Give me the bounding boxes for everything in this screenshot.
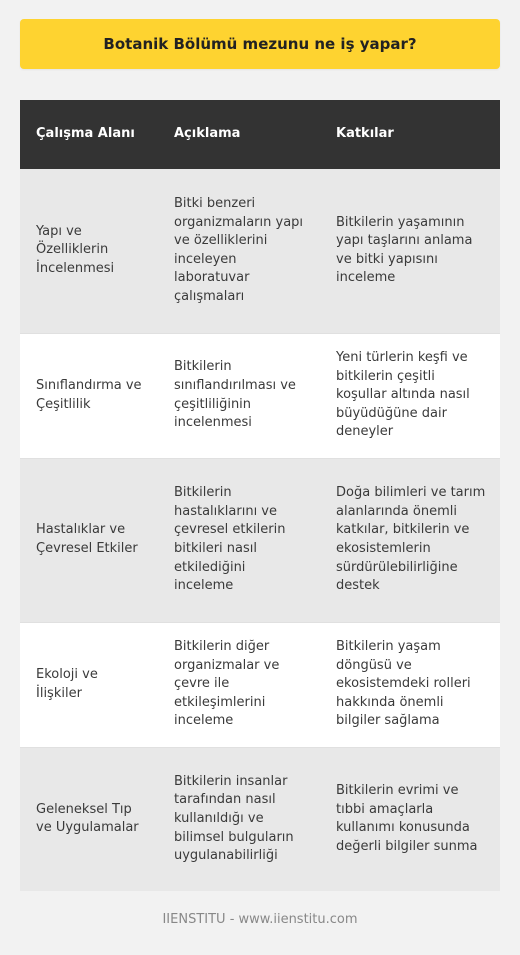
cell-contribution: Bitkilerin yaşamının yapı taşlarını anlama ve bitki yapısını inceleme <box>320 169 500 333</box>
title-banner <box>20 19 500 69</box>
cell-description: Bitkilerin insanlar tarafından nasıl kullanıldığı ve bilimsel bulguların uygulanabilirliği <box>158 747 320 891</box>
table-row <box>20 333 500 458</box>
table-header <box>20 100 500 169</box>
cell-description: Bitkilerin sınıflandırılması ve çeşitliliğinin incelenmesi <box>158 333 320 458</box>
cell-area: Ekoloji ve İlişkiler <box>20 622 158 747</box>
cell-contribution: Doğa bilimleri ve tarım alanlarında önemli katkılar, bitkilerin ve ekosistemlerin sürdürülebilirliğine destek <box>320 458 500 622</box>
header-area: Çalışma Alanı <box>20 100 158 169</box>
header-row <box>20 100 500 169</box>
page-title: Botanik Bölümü mezunu ne iş yapar? <box>103 35 417 53</box>
cell-contribution: Bitkilerin evrimi ve tıbbi amaçlarla kullanımı konusunda değerli bilgiler sunma <box>320 747 500 891</box>
table-body <box>20 169 500 891</box>
info-table <box>20 100 500 891</box>
table-row <box>20 458 500 622</box>
cell-area: Yapı ve Özelliklerin İncelenmesi <box>20 169 158 333</box>
cell-contribution: Bitkilerin yaşam döngüsü ve ekosistemdeki rolleri hakkında önemli bilgiler sağlama <box>320 622 500 747</box>
table-row <box>20 622 500 747</box>
header-contribution: Katkılar <box>320 100 500 169</box>
cell-area: Hastalıklar ve Çevresel Etkiler <box>20 458 158 622</box>
cell-area: Geleneksel Tıp ve Uygulamalar <box>20 747 158 891</box>
cell-area: Sınıflandırma ve Çeşitlilik <box>20 333 158 458</box>
footer-credit: IIENSTITU - www.iienstitu.com <box>162 912 358 927</box>
header-description: Açıklama <box>158 100 320 169</box>
cell-contribution: Yeni türlerin keşfi ve bitkilerin çeşitli koşullar altında nasıl büyüdüğüne dair deneyler <box>320 333 500 458</box>
cell-description: Bitki benzeri organizmaların yapı ve özelliklerini inceleyen laboratuvar çalışmaları <box>158 169 320 333</box>
cell-description: Bitkilerin diğer organizmalar ve çevre ile etkileşimlerini inceleme <box>158 622 320 747</box>
table-row <box>20 169 500 333</box>
table-row <box>20 747 500 891</box>
cell-description: Bitkilerin hastalıklarını ve çevresel etkilerin bitkileri nasıl etkilediğini inceleme <box>158 458 320 622</box>
